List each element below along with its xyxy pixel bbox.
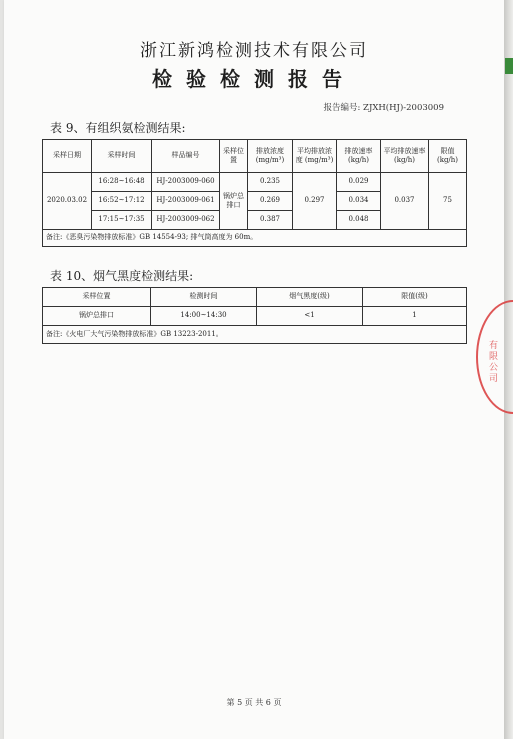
table-header-row: [43, 288, 467, 307]
sample-id: HJ-2003009-062: [152, 211, 220, 230]
sample-location: 锅炉总排口: [220, 173, 248, 230]
header-cell: 采样时间: [92, 140, 152, 173]
report-number: 报告编号: ZJXH(HJ)-2003009: [323, 103, 444, 113]
header-cell: 采样位置: [220, 140, 248, 173]
header-cell: 样品编号: [152, 140, 220, 173]
sample-time: 17:15~17:35: [92, 211, 152, 230]
emission-concentration: 0.235: [248, 173, 293, 192]
seal-text: 有限公司: [487, 340, 497, 384]
table-header-row: [43, 140, 467, 173]
table-note-row: [43, 326, 467, 344]
header-cell: 限值(级): [363, 288, 467, 307]
sample-time: 16:52~17:12: [92, 192, 152, 211]
page-number: 第 5 页 共 6 页: [226, 698, 282, 707]
table10-title: 表 10、烟气黑度检测结果:: [50, 269, 194, 283]
table9-title: 表 9、有组织氨检测结果:: [50, 121, 186, 135]
header-cell: 排放浓度 (mg/m³): [248, 140, 293, 173]
company-name: 浙江新鸿检测技术有限公司: [140, 41, 368, 61]
average-rate: 0.037: [381, 173, 429, 230]
average-concentration: 0.297: [293, 173, 337, 230]
sample-id: HJ-2003009-060: [152, 173, 220, 192]
header-cell: 采样位置: [43, 288, 151, 307]
emission-rate: 0.034: [337, 192, 381, 211]
sample-date: 2020.03.02: [43, 173, 92, 230]
table-note-row: [43, 230, 467, 247]
smoke-blackness-table: [42, 287, 467, 344]
edge-tab: [505, 58, 513, 74]
header-cell: 烟气黑度(级): [257, 288, 363, 307]
header-cell: 排放速率 (kg/h): [337, 140, 381, 173]
limit-value: 75: [429, 173, 467, 230]
sample-time: 16:28~16:48: [92, 173, 152, 192]
sample-location: 锅炉总排口: [43, 307, 151, 326]
emission-concentration: 0.269: [248, 192, 293, 211]
header-cell: 检测时间: [151, 288, 257, 307]
report-title: 检验检测报告: [152, 67, 356, 91]
blackness-value: <1: [257, 307, 363, 326]
header-cell: 平均排放速率 (kg/h): [381, 140, 429, 173]
table-row: [43, 307, 467, 326]
table-note: 备注:《火电厂大气污染物排放标准》GB 13223-2011。: [43, 326, 467, 344]
test-time: 14:00~14:30: [151, 307, 257, 326]
header-cell: 限值 (kg/h): [429, 140, 467, 173]
header-cell: 平均排放浓度 (mg/m³): [293, 140, 337, 173]
ammonia-results-table: [42, 139, 467, 247]
emission-concentration: 0.387: [248, 211, 293, 230]
report-page: [4, 0, 504, 739]
sample-id: HJ-2003009-061: [152, 192, 220, 211]
table-note: 备注:《恶臭污染物排放标准》GB 14554-93; 排气筒高度为 60m。: [43, 230, 467, 247]
header-cell: 采样日期: [43, 140, 92, 173]
emission-rate: 0.029: [337, 173, 381, 192]
table-row: [43, 173, 467, 192]
limit-value: 1: [363, 307, 467, 326]
emission-rate: 0.048: [337, 211, 381, 230]
